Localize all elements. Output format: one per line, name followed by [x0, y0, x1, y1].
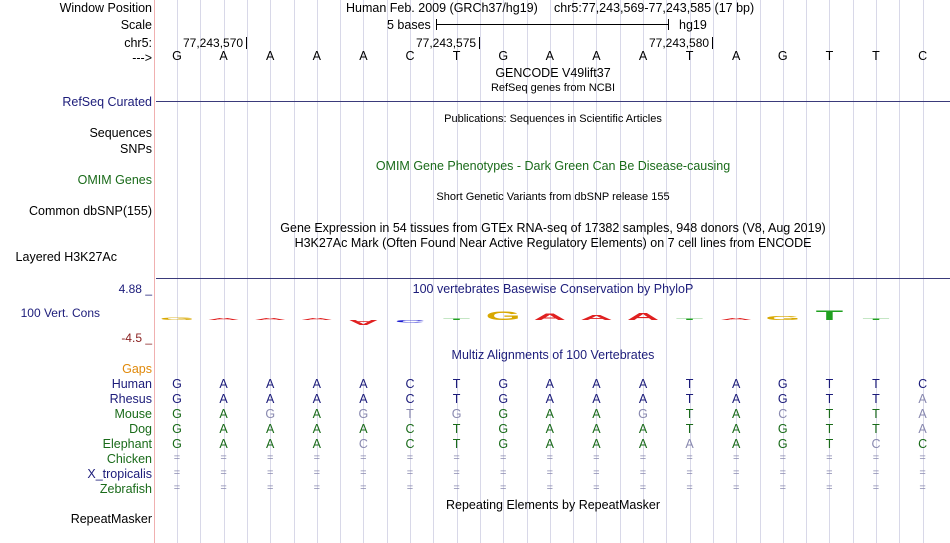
phylop-glyph: T: [675, 318, 704, 321]
aligned-base: G: [777, 422, 788, 436]
aligned-base: =: [453, 467, 460, 479]
aligned-base: G: [777, 377, 788, 391]
gencode-track-title[interactable]: GENCODE V49lift37: [495, 66, 611, 80]
phylop-track-desc: 100 vertebrates Basewise Conservation by PhyloP: [412, 282, 694, 296]
track-label-refseq[interactable]: RefSeq Curated: [62, 95, 152, 109]
aligned-base: A: [359, 422, 368, 436]
phylop-glyph: C: [394, 319, 426, 324]
aligned-base: =: [173, 482, 181, 494]
track-label-omim[interactable]: OMIM Genes: [77, 173, 152, 187]
aligned-base: C: [918, 437, 928, 451]
aligned-base: A: [312, 407, 321, 421]
aligned-base: =: [919, 467, 926, 479]
aligned-base: A: [266, 437, 275, 451]
aligned-base: =: [313, 452, 321, 464]
aligned-base: =: [266, 452, 274, 464]
aligned-base: A: [592, 437, 601, 451]
aligned-base: C: [405, 437, 415, 451]
phylop-glyph: A: [533, 312, 566, 322]
aligned-base: C: [918, 377, 928, 391]
aligned-base: A: [219, 377, 228, 391]
aligned-base: =: [499, 467, 507, 479]
aligned-base: G: [451, 407, 462, 421]
aligned-base: G: [358, 407, 369, 421]
aligned-base: =: [732, 467, 740, 479]
aligned-base: =: [593, 482, 600, 494]
aligned-base: T: [825, 437, 834, 451]
aligned-base: =: [593, 467, 600, 479]
aligned-base: G: [172, 392, 182, 406]
phylop-glyph: A: [254, 317, 287, 321]
reference-sequence-row[interactable]: [156, 49, 950, 64]
aligned-base: =: [360, 467, 367, 479]
aligned-base: A: [312, 437, 321, 451]
species-row-rhesus[interactable]: [156, 392, 950, 407]
aligned-base: =: [686, 467, 693, 479]
aligned-base: =: [686, 452, 693, 464]
aligned-base: A: [545, 377, 554, 391]
aligned-base: G: [498, 377, 509, 391]
phylop-logo-plot[interactable]: [156, 300, 950, 340]
position-text: chr5:77,243,569-77,243,585 (17 bp): [554, 1, 755, 15]
coord-tick-3: 77,243,580: [649, 36, 710, 50]
phylop-glyph: T: [862, 318, 890, 321]
aligned-base: T: [825, 407, 834, 421]
phylop-glyph: A: [348, 318, 379, 327]
aligned-base: =: [220, 452, 227, 464]
aligned-base: A: [638, 377, 648, 391]
aligned-base: =: [406, 482, 414, 494]
aligned-base: A: [359, 392, 368, 406]
label-gutter-divider[interactable]: [154, 0, 155, 543]
reference-base: A: [312, 49, 321, 63]
aligned-base: =: [919, 482, 926, 494]
multiz-track-desc: Multiz Alignments of 100 Vertebrates: [451, 348, 655, 362]
aligned-base: C: [871, 437, 881, 451]
aligned-base: T: [872, 377, 880, 391]
reference-base: G: [777, 49, 788, 63]
aligned-base: T: [685, 377, 694, 391]
aligned-base: C: [405, 377, 415, 391]
aligned-base: A: [918, 392, 927, 406]
species-label-mouse[interactable]: Mouse: [114, 407, 152, 421]
aligned-base: T: [452, 392, 461, 406]
repeatmasker-track-desc: Repeating Elements by RepeatMasker: [445, 498, 660, 512]
aligned-base: =: [360, 452, 367, 464]
reference-base: A: [266, 49, 275, 63]
aligned-base: =: [499, 452, 507, 464]
publications-track-desc: Publications: Sequences in Scientific Articles: [444, 113, 662, 125]
aligned-base: =: [266, 482, 274, 494]
species-label-human[interactable]: Human: [111, 377, 152, 391]
aligned-base: A: [312, 392, 321, 406]
aligned-base: =: [220, 467, 227, 479]
aligned-base: A: [732, 392, 741, 406]
window-position-label: Window Position: [59, 1, 152, 15]
species-label-chicken[interactable]: Chicken: [106, 452, 152, 466]
scale-db-text: hg19: [679, 18, 707, 32]
aligned-base: G: [498, 407, 509, 421]
aligned-base: A: [312, 377, 321, 391]
phylop-glyph: A: [626, 310, 660, 323]
aligned-base: G: [172, 437, 182, 451]
aligned-base: =: [453, 482, 460, 494]
aligned-base: A: [685, 437, 694, 451]
species-row-human[interactable]: [156, 377, 950, 392]
aligned-base: A: [592, 422, 601, 436]
aligned-base: A: [219, 392, 228, 406]
phylop-glyph: T: [442, 318, 471, 321]
track-label-snps[interactable]: SNPs: [120, 142, 152, 156]
aligned-base: A: [545, 437, 554, 451]
reference-base: G: [172, 49, 182, 63]
scale-bar-left-cap: [436, 19, 437, 30]
coord-tick-1: 77,243,570: [183, 36, 244, 50]
aligned-base: =: [499, 482, 507, 494]
strand-label[interactable]: --->: [132, 51, 152, 65]
aligned-base: =: [639, 467, 647, 479]
reference-base: A: [592, 49, 601, 63]
dbsnp-track-desc: Short Genetic Variants from dbSNP release 155: [436, 191, 670, 203]
aligned-base: C: [778, 407, 788, 421]
aligned-base: A: [732, 437, 741, 451]
phylop-glyph: G: [485, 309, 521, 323]
aligned-base: =: [919, 452, 926, 464]
aligned-base: G: [638, 407, 648, 421]
aligned-base: A: [266, 392, 275, 406]
species-row-x_tropicalis[interactable]: [156, 467, 950, 482]
reference-base: A: [545, 49, 554, 63]
aligned-base: A: [545, 407, 554, 421]
aligned-base: A: [219, 437, 228, 451]
aligned-base: G: [172, 407, 182, 421]
aligned-base: =: [546, 467, 554, 479]
scale-bar: [436, 24, 669, 25]
aligned-base: =: [732, 452, 740, 464]
aligned-base: A: [732, 422, 741, 436]
coord-tick-2: 77,243,575: [416, 36, 477, 50]
aligned-base: =: [732, 482, 740, 494]
aligned-base: G: [172, 377, 182, 391]
aligned-base: T: [452, 437, 461, 451]
aligned-base: =: [686, 482, 693, 494]
aligned-base: G: [172, 422, 182, 436]
reference-base: C: [405, 49, 415, 63]
aligned-base: G: [777, 437, 788, 451]
aligned-base: =: [173, 452, 181, 464]
species-row-elephant[interactable]: [156, 437, 950, 452]
reference-base: G: [498, 49, 509, 63]
aligned-base: A: [732, 407, 741, 421]
aligned-base: =: [406, 452, 414, 464]
refseq-track-desc: RefSeq genes from NCBI: [490, 82, 616, 94]
aligned-base: =: [779, 482, 787, 494]
aligned-base: A: [545, 392, 554, 406]
aligned-base: C: [358, 437, 368, 451]
aligned-base: T: [872, 407, 880, 421]
phylop-glyph: A: [207, 317, 240, 321]
aligned-base: =: [826, 482, 833, 494]
aligned-base: C: [405, 392, 415, 406]
gtex-track-desc: Gene Expression in 54 tissues from GTEx RNA-seq of 17382 samples, 948 donors (V8, Aug 2019): [280, 221, 826, 235]
phylop-min-label: -4.5 _: [121, 331, 152, 345]
aligned-base: A: [266, 377, 275, 391]
aligned-base: =: [779, 467, 787, 479]
aligned-base: =: [313, 482, 321, 494]
aligned-base: T: [685, 407, 694, 421]
aligned-base: T: [825, 392, 834, 406]
aligned-base: =: [220, 482, 227, 494]
reference-base: C: [918, 49, 928, 63]
phylop-glyph: G: [159, 317, 195, 321]
track-label-sequences[interactable]: Sequences: [89, 126, 152, 140]
species-row-chicken[interactable]: [156, 452, 950, 467]
aligned-base: T: [872, 422, 880, 436]
aligned-base: =: [173, 467, 181, 479]
species-row-mouse[interactable]: [156, 407, 950, 422]
species-label-elephant[interactable]: Elephant: [102, 437, 152, 451]
aligned-base: =: [639, 482, 647, 494]
track-label-h3k27ac[interactable]: Layered H3K27Ac: [15, 250, 117, 264]
aligned-base: =: [453, 452, 460, 464]
aligned-base: G: [777, 392, 788, 406]
aligned-base: T: [825, 377, 834, 391]
chrom-label: chr5:: [124, 36, 152, 50]
aligned-base: A: [592, 407, 601, 421]
aligned-base: A: [732, 377, 741, 391]
species-label-dog[interactable]: Dog: [129, 422, 152, 436]
aligned-base: =: [826, 467, 833, 479]
aligned-base: A: [592, 392, 601, 406]
aligned-base: =: [639, 452, 647, 464]
aligned-base: T: [452, 377, 461, 391]
h3k27ac-track-desc: H3K27Ac Mark (Often Found Near Active Regulatory Elements) on 7 cell lines from ENCODE: [294, 236, 812, 250]
phylop-max-label: 4.88 _: [118, 282, 152, 296]
scale-bar-right-cap: [668, 19, 669, 30]
aligned-base: =: [872, 482, 880, 494]
aligned-base: =: [593, 452, 600, 464]
scale-text: 5 bases: [387, 18, 431, 32]
species-label-x_tropicalis[interactable]: X_tropicalis: [87, 467, 152, 481]
aligned-base: =: [872, 452, 880, 464]
species-label-zebrafish[interactable]: Zebrafish: [99, 482, 152, 496]
aligned-base: T: [685, 392, 694, 406]
aligned-base: =: [546, 452, 554, 464]
species-label-rhesus[interactable]: Rhesus: [109, 392, 152, 406]
phylop-glyph: A: [300, 317, 333, 321]
phylop-glyph: G: [765, 315, 801, 322]
aligned-base: =: [826, 452, 833, 464]
aligned-base: G: [498, 437, 509, 451]
aligned-base: A: [266, 422, 275, 436]
aligned-base: =: [406, 467, 414, 479]
aligned-base: =: [266, 467, 274, 479]
aligned-base: T: [685, 422, 694, 436]
refseq-separator: [156, 101, 950, 102]
reference-base: T: [825, 49, 834, 63]
track-label-cons[interactable]: 100 Vert. Cons: [20, 306, 100, 320]
assembly-text: Human Feb. 2009 (GRCh37/hg19): [346, 1, 538, 15]
aligned-base: G: [498, 422, 509, 436]
aligned-base: A: [312, 422, 321, 436]
aligned-base: A: [592, 377, 601, 391]
aligned-base: =: [313, 467, 321, 479]
species-row-dog[interactable]: [156, 422, 950, 437]
aligned-base: G: [498, 392, 509, 406]
aligned-base: A: [545, 422, 554, 436]
aligned-base: T: [825, 422, 834, 436]
aligned-base: =: [546, 482, 554, 494]
track-label-repeatmasker[interactable]: RepeatMasker: [70, 512, 152, 526]
track-label-dbsnp[interactable]: Common dbSNP(155): [29, 204, 152, 218]
reference-base: T: [452, 49, 461, 63]
aligned-base: C: [405, 422, 415, 436]
scale-label: Scale: [120, 18, 152, 32]
aligned-base: =: [360, 482, 367, 494]
species-row-zebrafish[interactable]: [156, 482, 950, 497]
aligned-base: =: [872, 467, 880, 479]
aligned-base: T: [452, 422, 461, 436]
track-label-gaps[interactable]: Gaps: [122, 362, 152, 376]
aligned-base: A: [359, 377, 368, 391]
aligned-base: T: [406, 407, 414, 421]
reference-base: T: [872, 49, 880, 63]
aligned-base: =: [779, 452, 787, 464]
aligned-base: A: [219, 407, 228, 421]
aligned-base: A: [219, 422, 228, 436]
phylop-glyph: A: [580, 313, 613, 322]
cons-separator: [156, 278, 950, 279]
reference-base: A: [219, 49, 228, 63]
reference-base: A: [638, 49, 648, 63]
aligned-base: A: [638, 392, 648, 406]
omim-track-desc: OMIM Gene Phenotypes - Dark Green Can Be Disease-causing: [375, 159, 731, 173]
aligned-base: A: [638, 437, 648, 451]
phylop-glyph: T: [815, 307, 844, 324]
reference-base: A: [732, 49, 741, 63]
phylop-glyph: A: [720, 317, 753, 321]
aligned-base: A: [918, 422, 927, 436]
reference-base: T: [685, 49, 694, 63]
aligned-base: A: [918, 407, 927, 421]
aligned-base: G: [265, 407, 276, 421]
aligned-base: A: [638, 422, 648, 436]
aligned-base: T: [872, 392, 880, 406]
reference-base: A: [359, 49, 368, 63]
